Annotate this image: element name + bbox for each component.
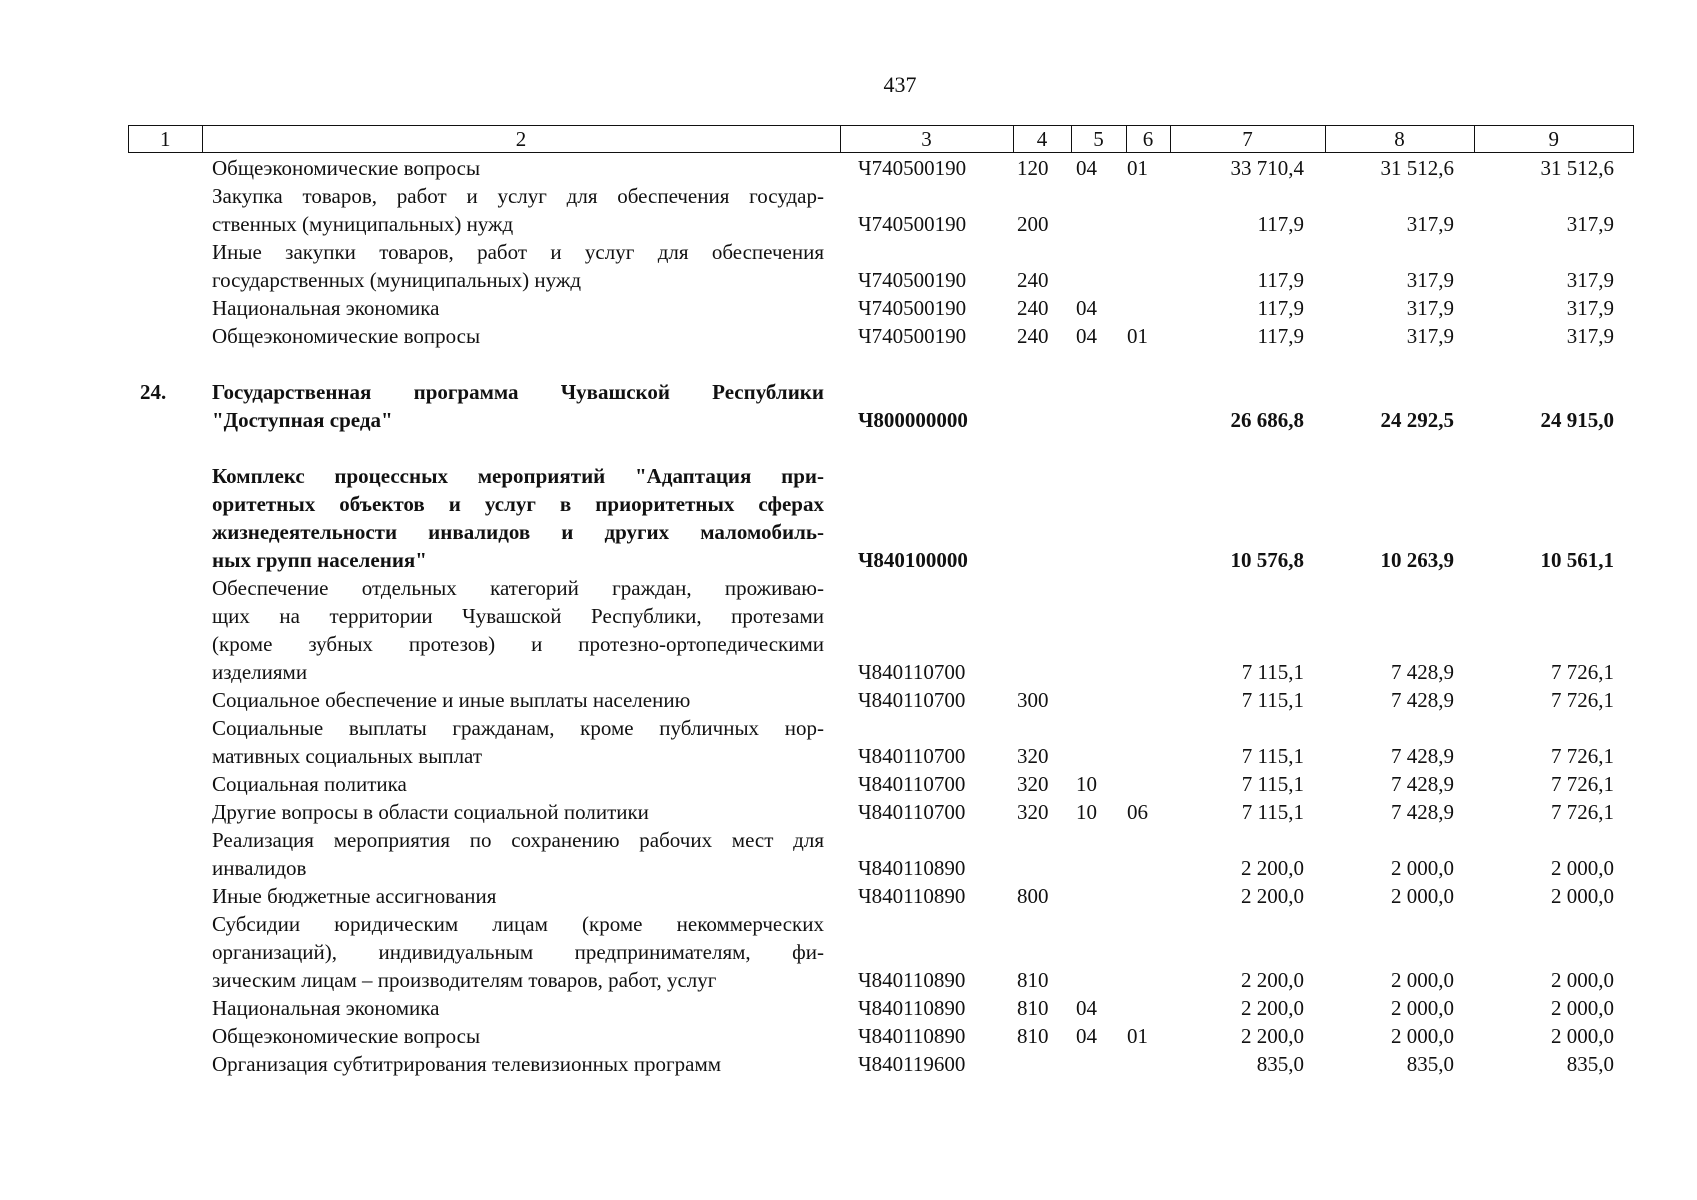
row-value-7: 117,9 — [1257, 296, 1304, 320]
row-value-9: 835,0 — [1566, 1052, 1614, 1076]
row-value-7: 26 686,8 — [1230, 408, 1304, 432]
row-value-7: 7 115,1 — [1241, 772, 1304, 796]
row-code: Ч840110890 — [858, 996, 966, 1020]
row-value-9: 2 000,0 — [1551, 884, 1614, 908]
table-row — [0, 686, 1697, 714]
row-vr: 810 — [1017, 968, 1049, 992]
row-value-7: 2 200,0 — [1241, 856, 1304, 880]
row-rz: 04 — [1076, 996, 1097, 1020]
header-col-3: 3 — [840, 126, 1013, 152]
row-code: Ч740500190 — [858, 156, 967, 180]
row-rz: 10 — [1076, 772, 1097, 796]
row-value-7: 117,9 — [1257, 268, 1304, 292]
row-value-9: 2 000,0 — [1551, 1024, 1614, 1048]
row-vr: 320 — [1017, 772, 1049, 796]
row-number: 24. — [140, 380, 167, 404]
row-value-8: 31 512,6 — [1380, 156, 1454, 180]
row-spacer — [0, 350, 1697, 378]
row-name: организаций), индивидуальным предпринимателям, фи- — [212, 940, 824, 964]
row-name: Обеспечение отдельных категорий граждан, проживаю- — [212, 576, 824, 600]
header-col-7: 7 — [1170, 126, 1325, 152]
table-row — [0, 462, 1697, 490]
table-row — [0, 770, 1697, 798]
row-value-7: 7 115,1 — [1241, 800, 1304, 824]
row-value-7: 7 115,1 — [1241, 688, 1304, 712]
row-rz: 04 — [1076, 156, 1097, 180]
row-name: "Доступная среда" — [212, 408, 393, 432]
row-value-7: 2 200,0 — [1241, 996, 1304, 1020]
row-value-9: 7 726,1 — [1551, 800, 1614, 824]
row-value-8: 317,9 — [1406, 296, 1454, 320]
row-value-9: 7 726,1 — [1551, 688, 1614, 712]
row-vr: 300 — [1017, 688, 1049, 712]
row-value-8: 317,9 — [1406, 268, 1454, 292]
table-row — [0, 1050, 1697, 1078]
row-name: оритетных объектов и услуг в приоритетных сферах — [212, 492, 824, 516]
table-row — [0, 154, 1697, 182]
row-code: Ч740500190 — [858, 324, 967, 348]
row-name: ственных (муниципальных) нужд — [212, 212, 514, 236]
row-value-9: 2 000,0 — [1551, 996, 1614, 1020]
row-value-7: 2 200,0 — [1241, 884, 1304, 908]
row-value-8: 7 428,9 — [1391, 688, 1454, 712]
table-row — [0, 994, 1697, 1022]
row-value-7: 835,0 — [1256, 1052, 1304, 1076]
row-value-8: 24 292,5 — [1380, 408, 1454, 432]
table-row — [0, 826, 1697, 854]
row-value-9: 7 726,1 — [1551, 744, 1614, 768]
row-name: Общеэкономические вопросы — [212, 156, 481, 180]
row-code: Ч740500190 — [858, 268, 967, 292]
row-code: Ч800000000 — [858, 408, 968, 432]
row-pr: 06 — [1127, 800, 1148, 824]
table-row — [0, 1022, 1697, 1050]
row-value-7: 33 710,4 — [1230, 156, 1304, 180]
row-value-8: 2 000,0 — [1391, 968, 1454, 992]
header-col-6: 6 — [1126, 126, 1170, 152]
row-name: Социальное обеспечение и иные выплаты населению — [212, 688, 691, 712]
row-code: Ч840119600 — [858, 1052, 966, 1076]
row-vr: 240 — [1017, 324, 1049, 348]
row-value-9: 2 000,0 — [1551, 968, 1614, 992]
row-vr: 800 — [1017, 884, 1049, 908]
row-name: (кроме зубных протезов) и протезно-ортопедическими — [212, 632, 824, 656]
table-row — [0, 518, 1697, 546]
header-col-8: 8 — [1325, 126, 1474, 152]
row-value-8: 835,0 — [1406, 1052, 1454, 1076]
table-row — [0, 798, 1697, 826]
row-vr: 120 — [1017, 156, 1049, 180]
row-name: государственных (муниципальных) нужд — [212, 268, 582, 292]
row-name: Государственная программа Чувашской Республики — [212, 380, 824, 404]
row-value-7: 2 200,0 — [1241, 968, 1304, 992]
table-row — [0, 210, 1697, 238]
table-row — [0, 294, 1697, 322]
row-code: Ч840110700 — [858, 800, 966, 824]
row-name: зическим лицам – производителям товаров, работ, услуг — [212, 968, 717, 992]
row-value-8: 317,9 — [1406, 212, 1454, 236]
table-row — [0, 910, 1697, 938]
table-row — [0, 630, 1697, 658]
row-value-8: 2 000,0 — [1391, 996, 1454, 1020]
table-row — [0, 854, 1697, 882]
row-name: Национальная экономика — [212, 996, 440, 1020]
row-name: Иные бюджетные ассигнования — [212, 884, 497, 908]
row-value-7: 7 115,1 — [1241, 744, 1304, 768]
page-number: 437 — [883, 72, 917, 97]
table-row — [0, 266, 1697, 294]
row-pr: 01 — [1127, 1024, 1148, 1048]
table-row — [0, 938, 1697, 966]
row-value-9: 10 561,1 — [1540, 548, 1614, 572]
row-code: Ч840110890 — [858, 1024, 966, 1048]
row-vr: 320 — [1017, 800, 1049, 824]
row-code: Ч840110890 — [858, 856, 966, 880]
row-name: изделиями — [212, 660, 308, 684]
row-name: Субсидии юридическим лицам (кроме некоммерческих — [212, 912, 824, 936]
table-row — [0, 574, 1697, 602]
table-row — [0, 602, 1697, 630]
row-name: Социальная политика — [212, 772, 407, 796]
table-row — [0, 742, 1697, 770]
row-vr: 240 — [1017, 296, 1049, 320]
row-name: Комплекс процессных мероприятий "Адаптация при- — [212, 464, 824, 488]
row-spacer — [0, 434, 1697, 462]
row-name: Общеэкономические вопросы — [212, 324, 481, 348]
row-value-8: 10 263,9 — [1380, 548, 1454, 572]
header-row — [129, 126, 1633, 152]
row-value-9: 317,9 — [1566, 212, 1614, 236]
row-vr: 320 — [1017, 744, 1049, 768]
row-code: Ч840110700 — [858, 688, 966, 712]
table-row — [0, 322, 1697, 350]
header-col-2: 2 — [202, 126, 840, 152]
row-code: Ч840110890 — [858, 968, 966, 992]
row-name: Организация субтитрирования телевизионных программ — [212, 1052, 722, 1076]
row-name: Общеэкономические вопросы — [212, 1024, 481, 1048]
row-value-8: 7 428,9 — [1391, 744, 1454, 768]
table-row — [0, 378, 1697, 406]
row-rz: 04 — [1076, 324, 1097, 348]
row-name: инвалидов — [212, 856, 307, 880]
table-row — [0, 546, 1697, 574]
row-name: жизнедеятельности инвалидов и других маломобиль- — [212, 520, 824, 544]
row-value-9: 7 726,1 — [1551, 660, 1614, 684]
row-value-9: 7 726,1 — [1551, 772, 1614, 796]
row-name: Национальная экономика — [212, 296, 440, 320]
row-value-9: 317,9 — [1566, 324, 1614, 348]
table-row — [0, 882, 1697, 910]
row-code: Ч840110700 — [858, 660, 966, 684]
row-value-9: 317,9 — [1566, 268, 1614, 292]
row-code: Ч840110700 — [858, 744, 966, 768]
row-code: Ч840110890 — [858, 884, 966, 908]
row-rz: 04 — [1076, 1024, 1097, 1048]
row-vr: 810 — [1017, 996, 1049, 1020]
row-name: щих на территории Чувашской Республики, протезами — [212, 604, 824, 628]
row-name: мативных социальных выплат — [212, 744, 483, 768]
row-vr: 240 — [1017, 268, 1049, 292]
row-value-8: 2 000,0 — [1391, 856, 1454, 880]
row-rz: 04 — [1076, 296, 1097, 320]
row-value-8: 7 428,9 — [1391, 772, 1454, 796]
table-row — [0, 238, 1697, 266]
row-code: Ч840110700 — [858, 772, 966, 796]
table-row — [0, 406, 1697, 434]
row-pr: 01 — [1127, 156, 1148, 180]
row-value-7: 117,9 — [1257, 212, 1304, 236]
row-value-7: 117,9 — [1257, 324, 1304, 348]
table-header — [128, 125, 1634, 153]
row-value-8: 2 000,0 — [1391, 884, 1454, 908]
row-value-8: 7 428,9 — [1391, 660, 1454, 684]
row-value-7: 10 576,8 — [1230, 548, 1304, 572]
header-col-4: 4 — [1013, 126, 1071, 152]
table-row — [0, 966, 1697, 994]
row-value-7: 7 115,1 — [1241, 660, 1304, 684]
row-value-8: 317,9 — [1406, 324, 1454, 348]
row-value-7: 2 200,0 — [1241, 1024, 1304, 1048]
table-row — [0, 490, 1697, 518]
row-name: Закупка товаров, работ и услуг для обеспечения государ- — [212, 184, 824, 208]
table-row — [0, 182, 1697, 210]
row-code: Ч840100000 — [858, 548, 968, 572]
table-row — [0, 658, 1697, 686]
row-name: Реализация мероприятия по сохранению рабочих мест для — [212, 828, 824, 852]
row-code: Ч740500190 — [858, 212, 967, 236]
row-vr: 200 — [1017, 212, 1049, 236]
row-value-9: 31 512,6 — [1540, 156, 1614, 180]
row-name: Другие вопросы в области социальной политики — [212, 800, 649, 824]
row-value-8: 2 000,0 — [1391, 1024, 1454, 1048]
table-body — [0, 154, 1697, 1078]
table-row — [0, 714, 1697, 742]
row-name: Социальные выплаты гражданам, кроме публичных нор- — [212, 716, 824, 740]
header-col-9: 9 — [1474, 126, 1633, 152]
row-value-8: 7 428,9 — [1391, 800, 1454, 824]
row-name: ных групп населения" — [212, 548, 427, 572]
row-code: Ч740500190 — [858, 296, 967, 320]
row-name: Иные закупки товаров, работ и услуг для обеспечения — [212, 240, 824, 264]
row-vr: 810 — [1017, 1024, 1049, 1048]
row-rz: 10 — [1076, 800, 1097, 824]
header-col-1: 1 — [160, 126, 171, 151]
row-value-9: 24 915,0 — [1540, 408, 1614, 432]
row-pr: 01 — [1127, 324, 1148, 348]
row-value-9: 2 000,0 — [1551, 856, 1614, 880]
row-value-9: 317,9 — [1566, 296, 1614, 320]
header-col-5: 5 — [1071, 126, 1126, 152]
